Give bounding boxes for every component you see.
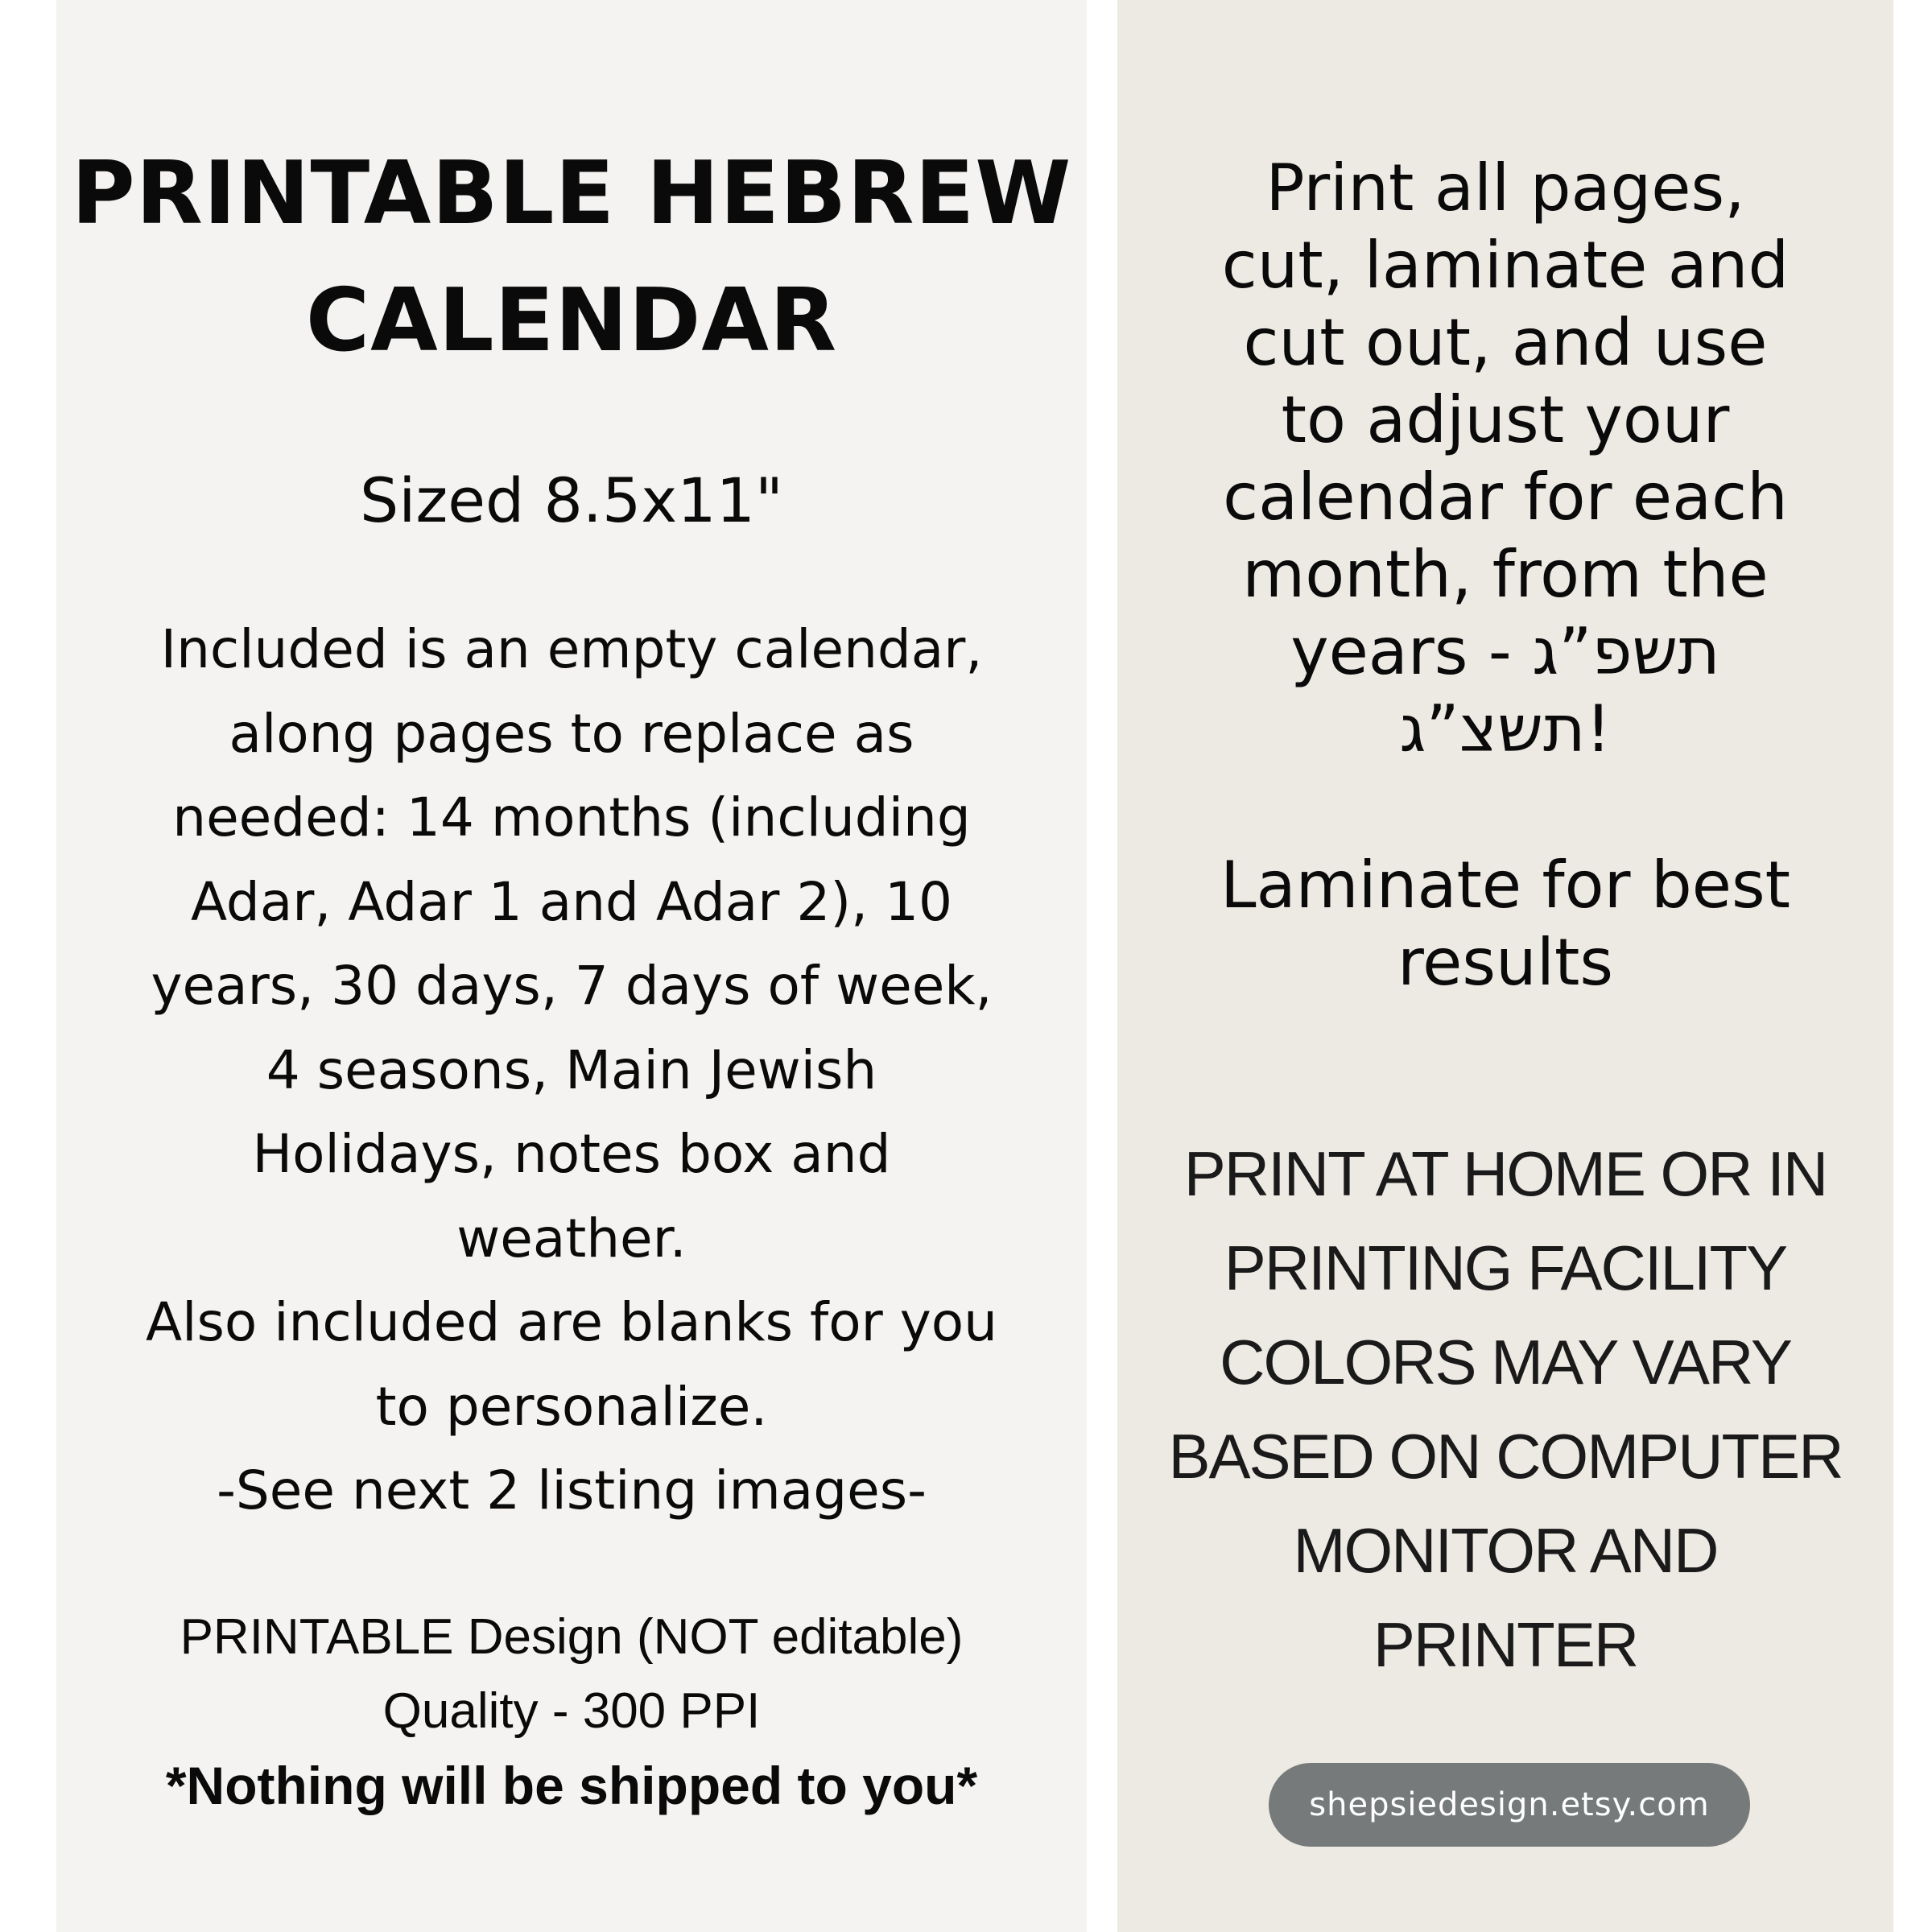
printable-design-note: PRINTABLE Design (NOT editable) Quality - 300 PPI [180,1609,964,1739]
product-title: PRINTABLE HEBREW CALENDAR [71,143,1072,371]
size-label: Sized 8.5x11" [360,464,783,536]
left-info-panel [56,0,1087,1932]
usage-instructions: Print all pages, cut, laminate and cut out, and use to adjust your calendar for each month, from the years - תשפ”ג תשצ”ג! [1221,151,1790,766]
laminate-tip: Laminate for best results [1220,848,1790,1000]
shop-link-badge[interactable] [1269,1763,1750,1847]
print-disclaimer: PRINT AT HOME OR IN PRINTING FACILITY COLORS MAY VARY BASED ON COMPUTER MONITOR AND PRINTER [1168,1138,1843,1680]
shipping-warning: *Nothing will be shipped to you* [165,1756,978,1815]
product-description: Included is an empty calendar, along pages to replace as needed: 14 months (including Adar, Adar 1 and Adar 2), 10 years, 30 days, 7 days of week, 4 seasons, Main Jewish Holidays, notes box and weather. Also included are blanks for you to personalize. -See next 2 listing images- [145,618,998,1521]
right-info-panel [1117,0,1893,1932]
shop-url[interactable]: shepsiedesign.etsy.com [1309,1786,1710,1823]
